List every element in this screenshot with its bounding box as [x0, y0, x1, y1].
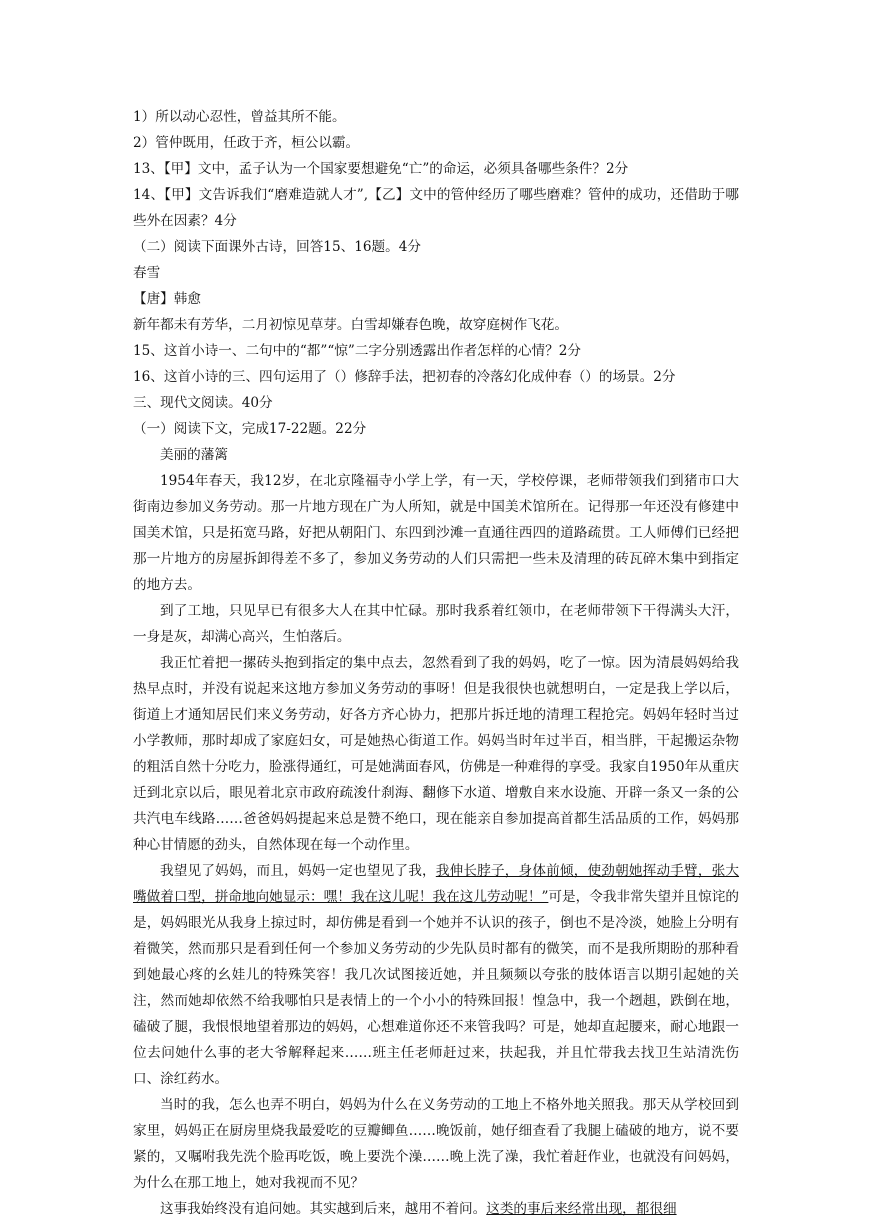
- section-heading: 三、现代文阅读。40分: [133, 395, 273, 411]
- article-title: 美丽的藩篱: [160, 447, 228, 463]
- question-line: 15、这首小诗一、二句中的“都”“惊”二字分别透露出作者怎样的心情？2分: [133, 343, 581, 359]
- paragraph-text: 这事我始终没有追问她。其实越到后来，越用不着问。: [160, 1201, 487, 1217]
- underlined-text: 我伸长脖子，身体前倾，使劲朝她挥动手臂，张大嘴做着口型，拼命地向她显示：嘿！我在这儿呢！我在这儿劳动呢！”: [133, 863, 740, 905]
- article-paragraph: 当时的我，怎么也弄不明白，妈妈为什么在义务劳动的工地上不格外地关照我。那天从学校回到家里，妈妈正在厨房里烧我最爱吃的豆瓣鲫鱼……晚饭前，她仔细查看了我腿上磕破的地方，说不要紧的，又嘱咐我先洗个脸再吃饭，晚上要洗个澡……晚上洗了澡，我忙着赶作业，也就没有问妈妈，为什么在那工地上，她对我视而不见？: [133, 1097, 739, 1191]
- question-line: 1）所以动心忍性，曾益其所不能。: [133, 109, 346, 125]
- question-paragraph: 14、【甲】文告诉我们“磨难造就人才”,【乙】文中的管仲经历了哪些磨难？管仲的成功，还借助于哪些外在因素？4分: [133, 187, 739, 229]
- poem-title: 春雪: [133, 265, 161, 281]
- article-paragraph: [133, 1196, 739, 1222]
- article-paragraph: 1954年春天，我12岁，在北京隆福寺小学上学，有一天，学校停课，老师带领我们到猪市口大街南边参加义务劳动。那一片地方现在广为人所知，就是中国美术馆所在。记得那一年还没有修建中国美术馆，只是拓宽马路，好把从朝阳门、东四到沙滩一直通往西四的道路疏贯。工人师傅们已经把那一片地方的房屋拆卸得差不多了，参加义务劳动的人们只需把一些未及清理的砖瓦碎木集中到指定的地方去。: [133, 473, 739, 593]
- paragraph-text: 我望见了妈妈，而且，妈妈一定也望见了我，: [160, 863, 436, 879]
- article-paragraph: [133, 858, 739, 1092]
- article-paragraph: 我正忙着把一摞砖头抱到指定的集中点去，忽然看到了我的妈妈，吃了一惊。因为清晨妈妈给我热早点时，并没有说起来这地方参加义务劳动的事呀！但是我很快也就想明白，一定是我上学以后，街道上才通知居民们来义务劳动，好各方齐心协力，把那片拆迁地的清理工程抢完。妈妈年轻时当过小学教师，那时却成了家庭妇女，可是她热心街道工作。妈妈当时年过半百，相当胖，干起搬运杂物的粗活自然十分吃力，脸涨得通红，可是她满面春风，仿佛是一种难得的享受。我家自1950年从重庆迁到北京以后，眼见着北京市政府疏浚什刹海、翻修下水道、增敷自来水设施、开辟一条又一条的公共汽电车线路……爸爸妈妈提起来总是赞不绝口，现在能亲自参加提高首都生活品质的工作，妈妈那种心甘情愿的劲头，自然体现在每一个动作里。: [133, 655, 739, 853]
- poem-author: 【唐】韩愈: [133, 291, 201, 307]
- document-page: [133, 104, 739, 1222]
- article-paragraph: 到了工地，只见早已有很多大人在其中忙碌。那时我系着红领巾，在老师带领下干得满头大汗，一身是灰，却满心高兴，生怕落后。: [133, 603, 739, 645]
- question-line: 16、这首小诗的三、四句运用了（）修辞手法，把初春的冷落幻化成仲春（）的场景。2分: [133, 369, 676, 385]
- question-line: 2）管仲既用，任政于齐，桓公以霸。: [133, 135, 360, 151]
- section-heading: （二）阅读下面课外古诗，回答15、16题。4分: [133, 239, 421, 255]
- question-line: 13、【甲】文中，孟子认为一个国家要想避免“亡”的命运，必须具备哪些条件？2分: [133, 161, 629, 177]
- underlined-text: 这类的事后来经常出现，都很细: [486, 1201, 677, 1217]
- section-subheading: （一）阅读下文，完成17-22题。22分: [133, 421, 367, 437]
- paragraph-text: 可是，令我非常失望并且惊诧的是，妈妈眼光从我身上掠过时，却仿佛是看到一个她并不认识的孩子，倒也不是冷淡，她脸上分明有着微笑，然而那只是看到任何一个参加义务劳动的少先队员时都有的微笑，而不是我所期盼的那种看到她最心疼的幺娃儿的特殊笑容！我几次试图接近她，并且频频以夸张的肢体语言以期引起她的关注，然而她却依然不给我哪怕只是表情上的一个小小的特殊回报！惶急中，我一个趔趄，跌倒在地，磕破了腿，我恨恨地望着那边的妈妈，心想难道你还不来管我吗？可是，她却直起腰来，耐心地跟一位去问她什么事的老大爷解释起来……班主任老师赶过来，扶起我，并且忙带我去找卫生站清洗伤口、涂红药水。: [133, 889, 739, 1087]
- poem-text: 新年都未有芳华，二月初惊见草芽。白雪却嫌春色晚，故穿庭树作飞花。: [133, 317, 568, 333]
